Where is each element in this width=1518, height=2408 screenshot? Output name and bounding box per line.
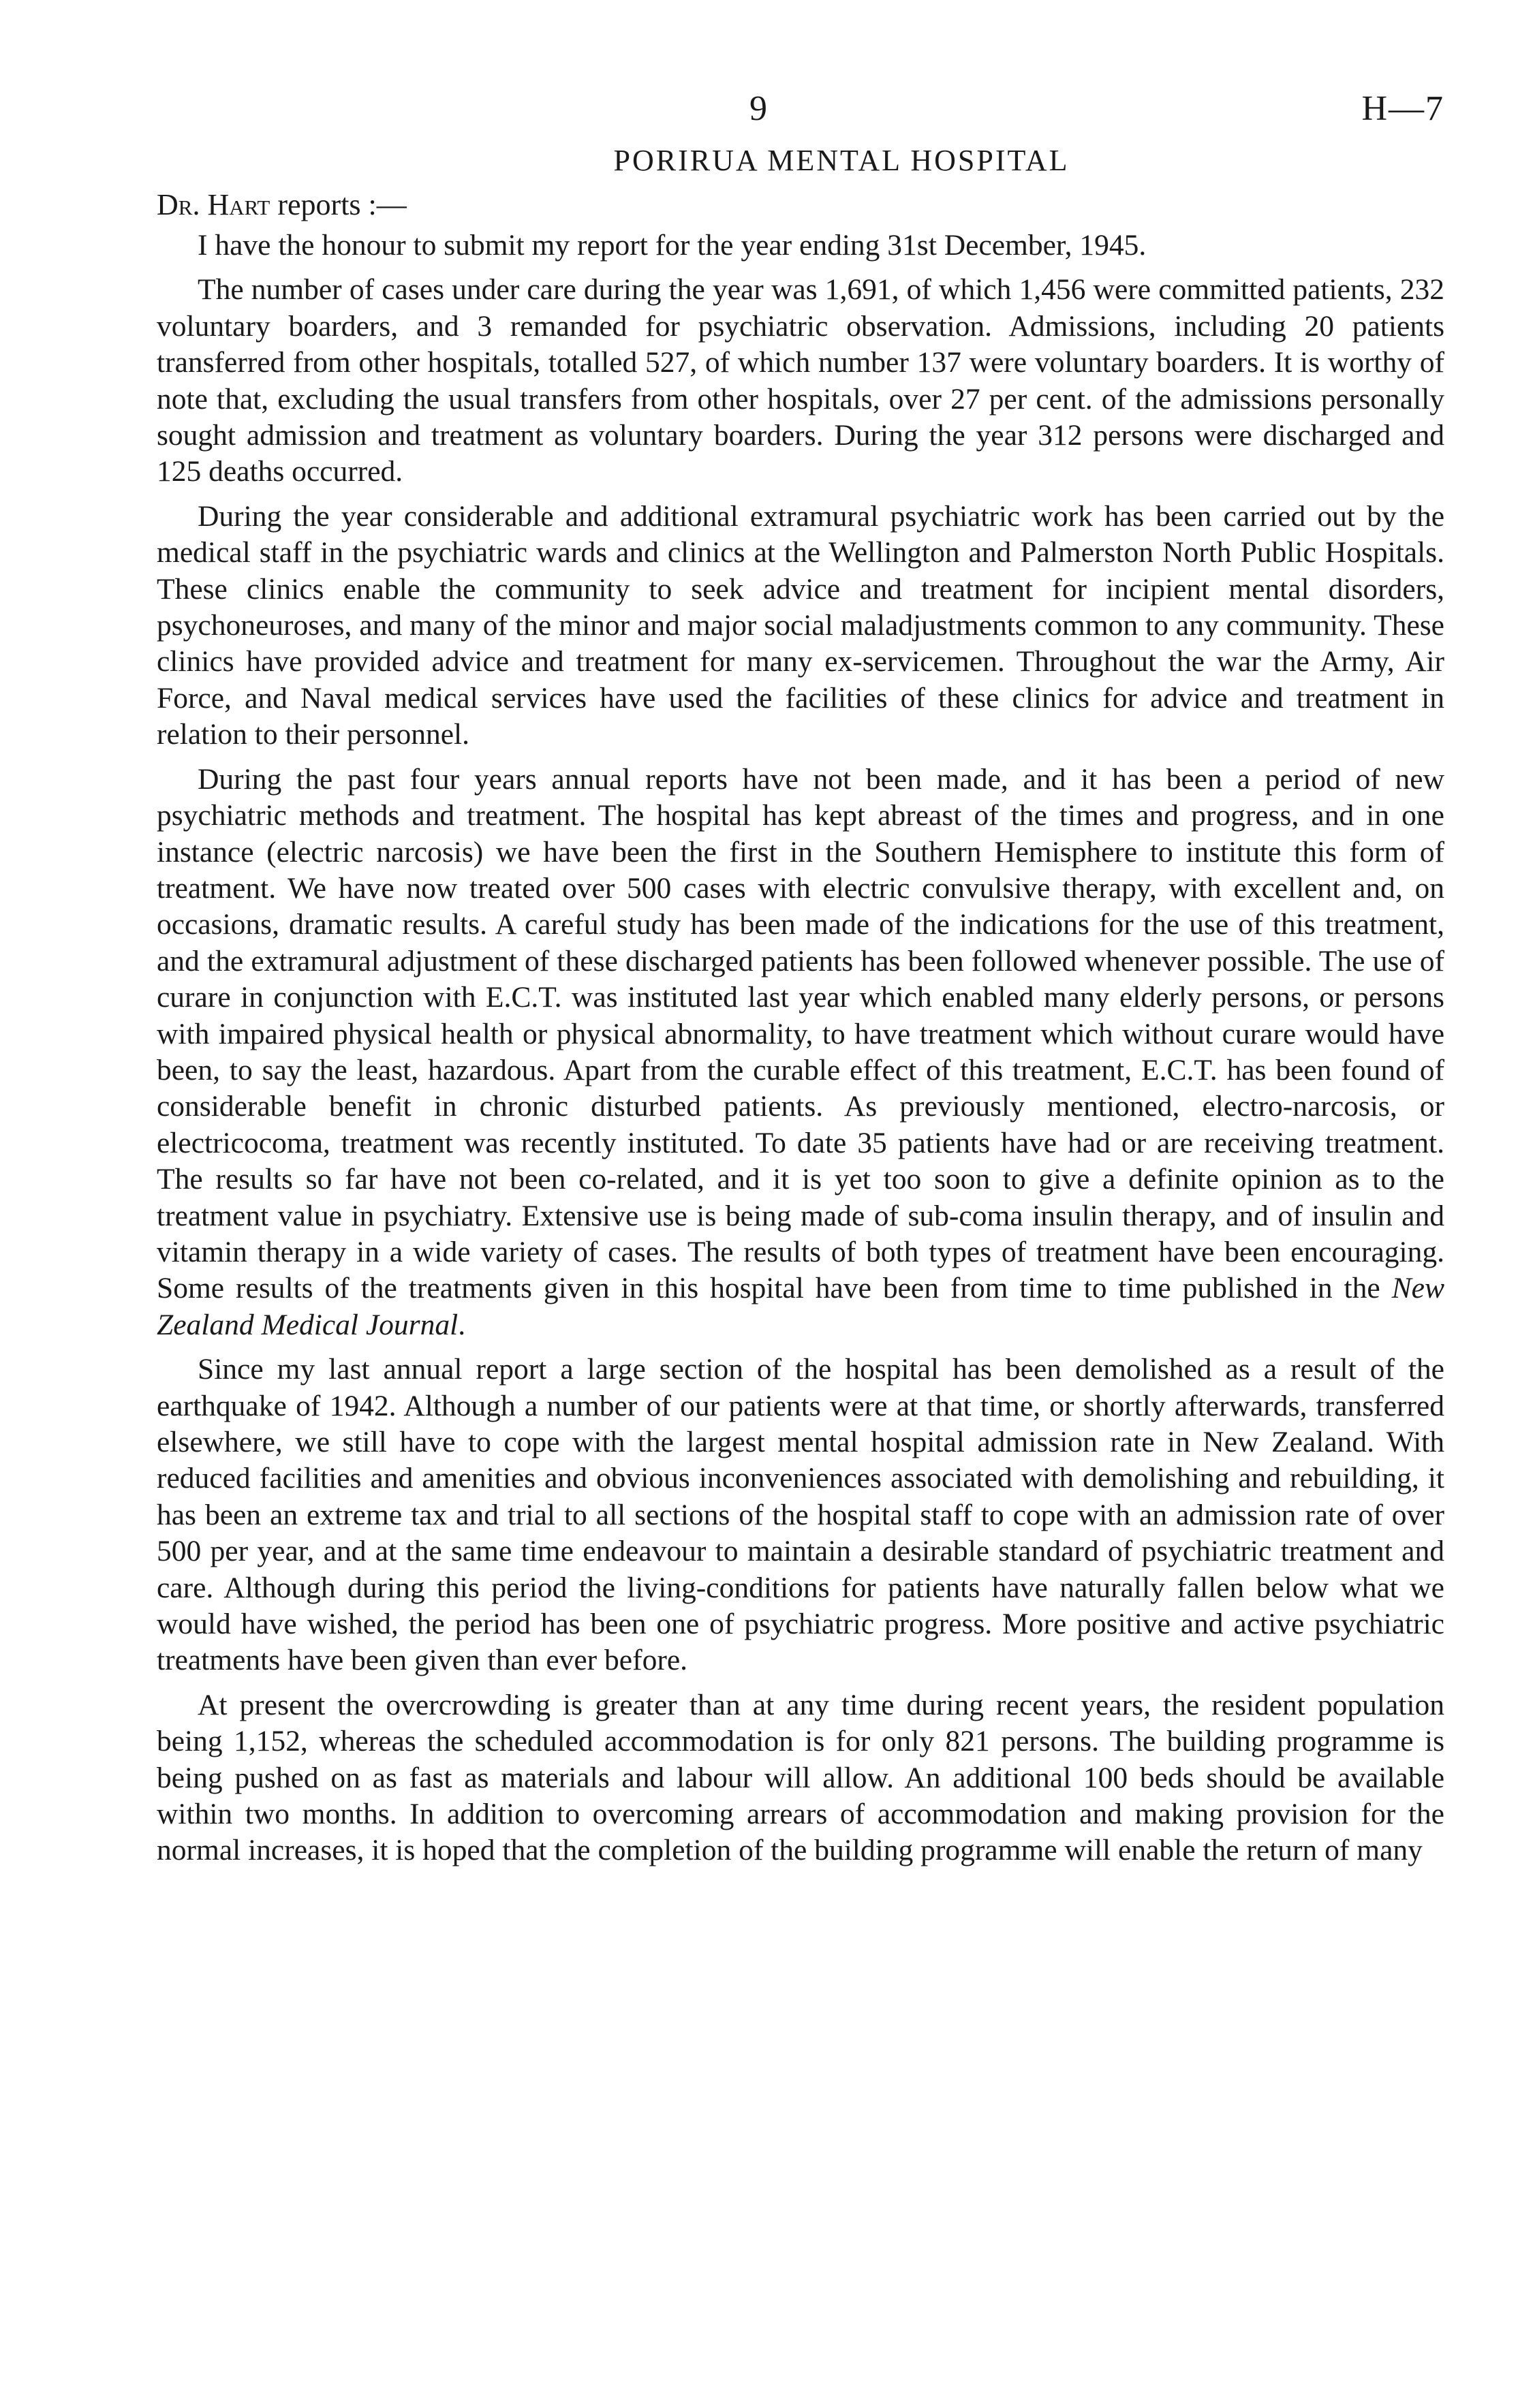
paragraph-cases: The number of cases under care during the year was 1,691, of which 1,456 were committed patients, 232 voluntary boarders, and 3 remanded for psychiatric observation. Admissions, including 20 patients transferred from other hospitals, totalled 527, of which number 137 were voluntary boarders. It is worthy of note that, excluding the usual transfers from other hospitals, over 27 per cent. of the admissions personally sought admission and treatment as voluntary boarders. During the year 312 persons were discharged and 125 deaths occurred. <box>157 273 1444 488</box>
paragraph-extramural: During the year considerable and additional extramural psychiatric work has been carried out by the medical staff in the psychiatric wards and clinics at the Wellington and Palmerston North Public Hospitals. These clinics enable the community to seek advice and treatment for incipient mental disorders, psychoneuroses, and many of the minor and major social maladjustments common to any community. These clinics have provided advice and treatment for many ex-servicemen. Throughout the war the Army, Air Force, and Naval medical services have used the facilities of these clinics for advice and treatment in relation to their personnel. <box>157 499 1444 751</box>
journal-suffix: . <box>458 1308 466 1341</box>
document-page <box>157 82 1444 1877</box>
document-reference: H—7 <box>1361 89 1444 128</box>
reporter-name: Dr. Hart <box>157 188 270 221</box>
paragraph-intro: I have the honour to submit my report for the year ending 31st December, 1945. <box>198 229 1147 262</box>
journal-title: New Zealand Medical Journal <box>157 1272 1444 1341</box>
paragraph-earthquake: Since my last annual report a large section of the hospital has been demolished as a result of the earthquake of 1942. Although a number of our patients were at that time, or shortly afterwards, transferred elsewhere, we still have to cope with the largest mental hospital admission rate in New Zealand. With reduced facilities and amenities and obvious inconveniences associated with demolishing and rebuilding, it has been an extreme tax and trial to all sections of the hospital staff to cope with an admission rate of over 500 per year, and at the same time endeavour to maintain a desirable standard of psychiatric treatment and care. Although during this period the living-conditions for patients have naturally fallen below what we would have wished, the period has been one of psychiatric progress. More positive and active psychiatric treatments have been given than ever before. <box>157 1353 1444 1677</box>
section-title: PORIRUA MENTAL HOSPITAL <box>613 144 1070 177</box>
byline-suffix: reports :— <box>270 188 407 221</box>
paragraph-overcrowding: At present the overcrowding is greater than at any time during recent years, the resident population being 1,152, whereas the scheduled accommodation is for only 821 persons. The building programme is being pushed on as fast as materials and labour will allow. An additional 100 beds should be available within two months. In addition to overcoming arrears of accommodation and making provision for the normal increases, it is hoped that the completion of the building programme will enable the return of many <box>157 1688 1444 1867</box>
paragraph-treatment <box>157 762 1444 1344</box>
page-header <box>157 82 1444 143</box>
byline <box>157 187 1444 222</box>
page-number: 9 <box>749 89 769 128</box>
paragraph-treatment-text: During the past four years annual reports have not been made, and it has been a period of new psychiatric methods and treatment. The hospital has kept abreast of the times and progress, and in one instance (electric narcosis) we have been the first in the Southern Hemisphere to institute this form of treatment. We have now treated over 500 cases with electric convulsive therapy, with excellent and, on occasions, dramatic results. A careful study has been made of the indications for the use of this treatment, and the extramural adjustment of these discharged patients has been followed whenever possible. The use of curare in conjunction with E.C.T. was instituted last year which enabled many elderly persons, or persons with impaired physical health or physical abnormality, to have treatment which without curare would have been, to say the least, hazardous. Apart from the curable effect of this treatment, E.C.T. has been found of considerable benefit in chronic disturbed patients. As previously mentioned, electro-narcosis, or electricocoma, treatment was recently instituted. To date 35 patients have had or are receiving treatment. The results so far have not been co-related, and it is yet too soon to give a definite opinion as to the treatment value in psychiatry. Extensive use is being made of sub-coma insulin therapy, and of insulin and vitamin therapy in a wide variety of cases. The results of both types of treatment have been encouraging. Some results of the treatments given in this hospital have been from time to time published in the <box>157 762 1444 1305</box>
